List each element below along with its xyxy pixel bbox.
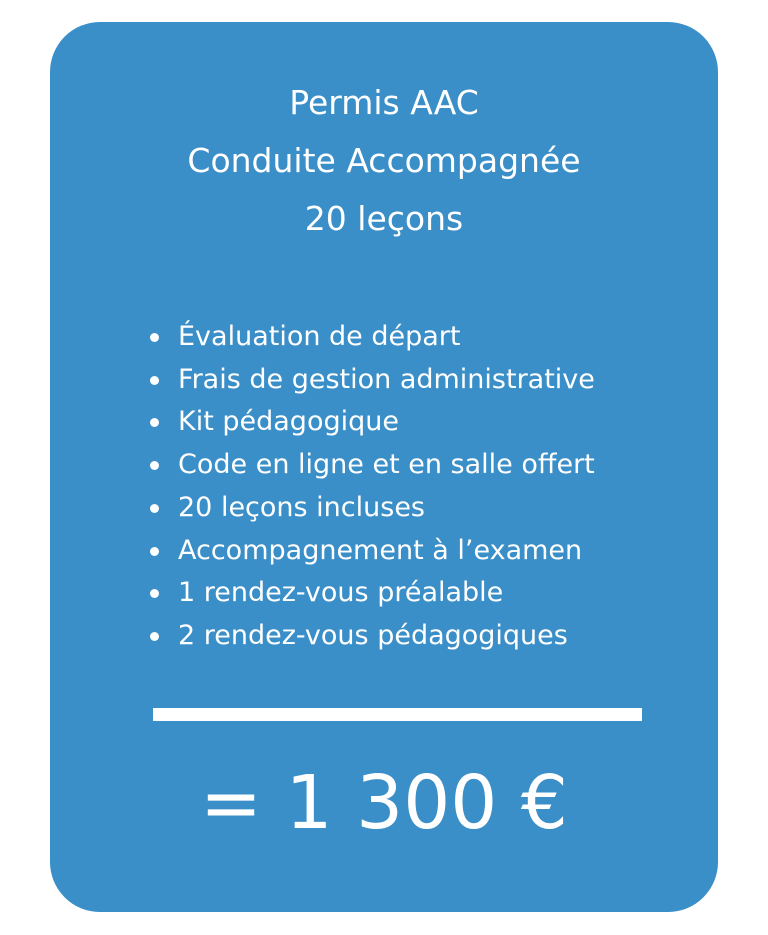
bullet-icon [150, 589, 159, 598]
divider [153, 708, 642, 721]
bullet-icon [150, 333, 159, 342]
feature-item [150, 487, 595, 530]
title-line-2: Conduite Accompagnée [187, 141, 581, 180]
feature-label: 2 rendez-vous pédagogiques [178, 619, 568, 651]
feature-item [150, 401, 595, 444]
card-title [50, 74, 718, 248]
bullet-icon [150, 504, 159, 513]
feature-item [150, 530, 595, 573]
feature-label: Accompagnement à l’examen [178, 534, 583, 566]
bullet-icon [150, 376, 159, 385]
feature-list [150, 316, 595, 658]
feature-item [150, 444, 595, 487]
bullet-icon [150, 461, 159, 470]
feature-item [150, 359, 595, 402]
feature-label: Kit pédagogique [178, 406, 399, 438]
bullet-icon [150, 632, 159, 641]
feature-label: Code en ligne et en salle offert [178, 449, 595, 481]
pricing-card [50, 22, 718, 912]
bullet-icon [150, 418, 159, 427]
feature-label: 1 rendez-vous préalable [178, 577, 504, 609]
feature-label: 20 leçons incluses [178, 491, 425, 523]
feature-item [150, 316, 595, 359]
title-line-3: 20 leçons [304, 199, 464, 238]
feature-item [150, 615, 595, 658]
title-line-1: Permis AAC [289, 83, 479, 122]
feature-label: Évaluation de départ [178, 321, 461, 352]
bullet-icon [150, 547, 159, 556]
feature-item [150, 572, 595, 615]
price-total: = 1 300 € [200, 760, 568, 846]
feature-label: Frais de gestion administrative [178, 363, 595, 395]
